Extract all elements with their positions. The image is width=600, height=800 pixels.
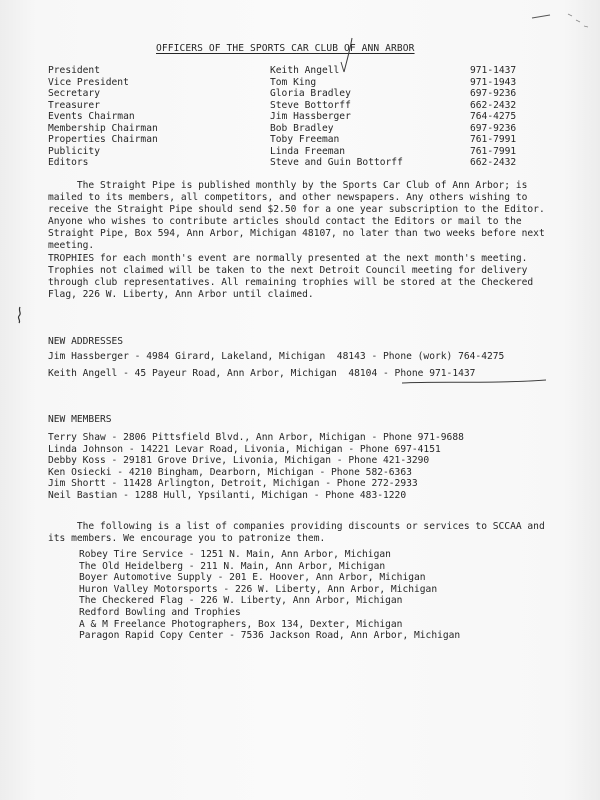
officer-name: Tom King	[270, 76, 317, 88]
officer-phone: 764-4275	[470, 111, 517, 122]
corner-scuff-mark	[528, 6, 598, 36]
officer-phone: 662-2432	[470, 99, 517, 111]
member-item: Jim Shortt - 11428 Arlington, Detroit, Michigan - Phone 272-2933	[48, 478, 418, 489]
officer-role: Vice President	[48, 76, 129, 88]
officer-name: Gloria Bradley	[270, 88, 351, 99]
company-item: A & M Freelance Photographers, Box 134, Dexter, Michigan	[79, 618, 403, 630]
officer-row	[48, 111, 528, 123]
publication-paragraph: The Straight Pipe is published monthly by the Sports Car Club of Ann Arbor; is mailed to its members, all competitors, and other newspapers. Any others wishing to receive the Straight Pipe should send $2.50 for a one year subscription to the Editor. Anyone who wishes to contribute articles should contact the Editors or mail to the Straight Pipe, Box 594, Ann Arbor, Michigan 48107, no later than two weeks before next meeting.	[48, 180, 545, 251]
officer-row	[48, 157, 528, 169]
member-item: Debby Koss - 29181 Grove Drive, Livonia, Michigan - Phone 421-3290	[48, 455, 430, 466]
officer-name: Toby Freeman	[270, 134, 340, 145]
officer-row	[48, 123, 528, 135]
address-item: Keith Angell - 45 Payeur Road, Ann Arbor, Michigan 48104 - Phone 971-1437	[48, 368, 476, 379]
officer-name: Steve Bottorff	[270, 99, 351, 111]
page-title: OFFICERS OF THE SPORTS CAR CLUB OF ANN ARBOR	[156, 43, 415, 54]
new-members-list	[48, 432, 464, 501]
officer-phone: 662-2432	[470, 157, 517, 168]
officer-row	[48, 146, 528, 158]
officer-phone: 697-9236	[470, 88, 517, 99]
member-item: Neil Bastian - 1288 Hull, Ypsilanti, Michigan - Phone 483-1220	[48, 489, 407, 501]
member-item: Terry Shaw - 2806 Pittsfield Blvd., Ann Arbor, Michigan - Phone 971-9688	[48, 432, 464, 443]
officer-role: Secretary	[48, 88, 100, 99]
trophies-paragraph: TROPHIES for each month's event are normally presented at the next month's meeting. Trophies not claimed will be taken to the next Detroit Council meeting for delivery through club representatives. All remaining trophies will be stored at the Checkered Flag, 226 W. Liberty, Ann Arbor until claimed.	[48, 253, 534, 300]
officer-row	[48, 88, 528, 100]
officer-phone: 697-9236	[470, 122, 517, 134]
officer-row	[48, 100, 528, 112]
officer-role: Publicity	[48, 145, 100, 157]
officer-name: Bob Bradley	[270, 122, 334, 134]
company-item: Redford Bowling and Trophies	[79, 606, 241, 618]
address-item: Jim Hassberger - 4984 Girard, Lakeland, Michigan 48143 - Phone (work) 764-4275	[48, 351, 505, 362]
new-members-heading: NEW MEMBERS	[48, 414, 112, 425]
company-item: Huron Valley Motorsports - 226 W. Liberty, Ann Arbor, Michigan	[79, 583, 438, 595]
officer-phone: 761-7991	[470, 145, 517, 157]
officer-phone: 971-1437	[470, 65, 517, 76]
officer-phone: 971-1943	[470, 76, 517, 88]
officer-name: Keith Angell	[270, 65, 340, 76]
officer-row	[48, 134, 528, 146]
officer-role: Editors	[48, 157, 89, 168]
officer-row	[48, 65, 528, 77]
company-item: Paragon Rapid Copy Center - 7536 Jackson Road, Ann Arbor, Michigan	[79, 630, 461, 642]
company-item: The Old Heidelberg - 211 N. Main, Ann Arbor, Michigan	[79, 560, 386, 572]
officer-name: Jim Hassberger	[270, 111, 351, 122]
companies-list	[79, 549, 460, 642]
pen-underline-mark	[400, 378, 550, 388]
officer-role: Properties Chairman	[48, 134, 158, 145]
officer-role: Treasurer	[48, 99, 100, 111]
officer-role: President	[48, 65, 100, 76]
officers-table	[48, 65, 528, 169]
company-item: Robey Tire Service - 1251 N. Main, Ann Arbor, Michigan	[79, 549, 391, 560]
officer-role: Events Chairman	[48, 111, 135, 122]
new-addresses-heading: NEW ADDRESSES	[48, 336, 124, 347]
discounts-intro-paragraph: The following is a list of companies providing discounts or services to SCCAA and its members. We encourage you to patronize them.	[48, 521, 545, 544]
member-item: Linda Johnson - 14221 Levar Road, Livonia, Michigan - Phone 697-4151	[48, 443, 441, 455]
officer-phone: 761-7991	[470, 134, 517, 145]
officer-name: Steve and Guin Bottorff	[270, 157, 403, 168]
officer-row	[48, 77, 528, 89]
officer-role: Membership Chairman	[48, 122, 158, 134]
company-item: Boyer Automotive Supply - 201 E. Hoover, Ann Arbor, Michigan	[79, 572, 426, 584]
new-addresses-list	[48, 348, 504, 382]
company-item: The Checkered Flag - 226 W. Liberty, Ann Arbor, Michigan	[79, 595, 403, 607]
officer-name: Linda Freeman	[270, 145, 346, 157]
margin-pen-mark	[13, 306, 27, 324]
member-item: Ken Osiecki - 4210 Bingham, Dearborn, Michigan - Phone 582-6363	[48, 466, 412, 478]
